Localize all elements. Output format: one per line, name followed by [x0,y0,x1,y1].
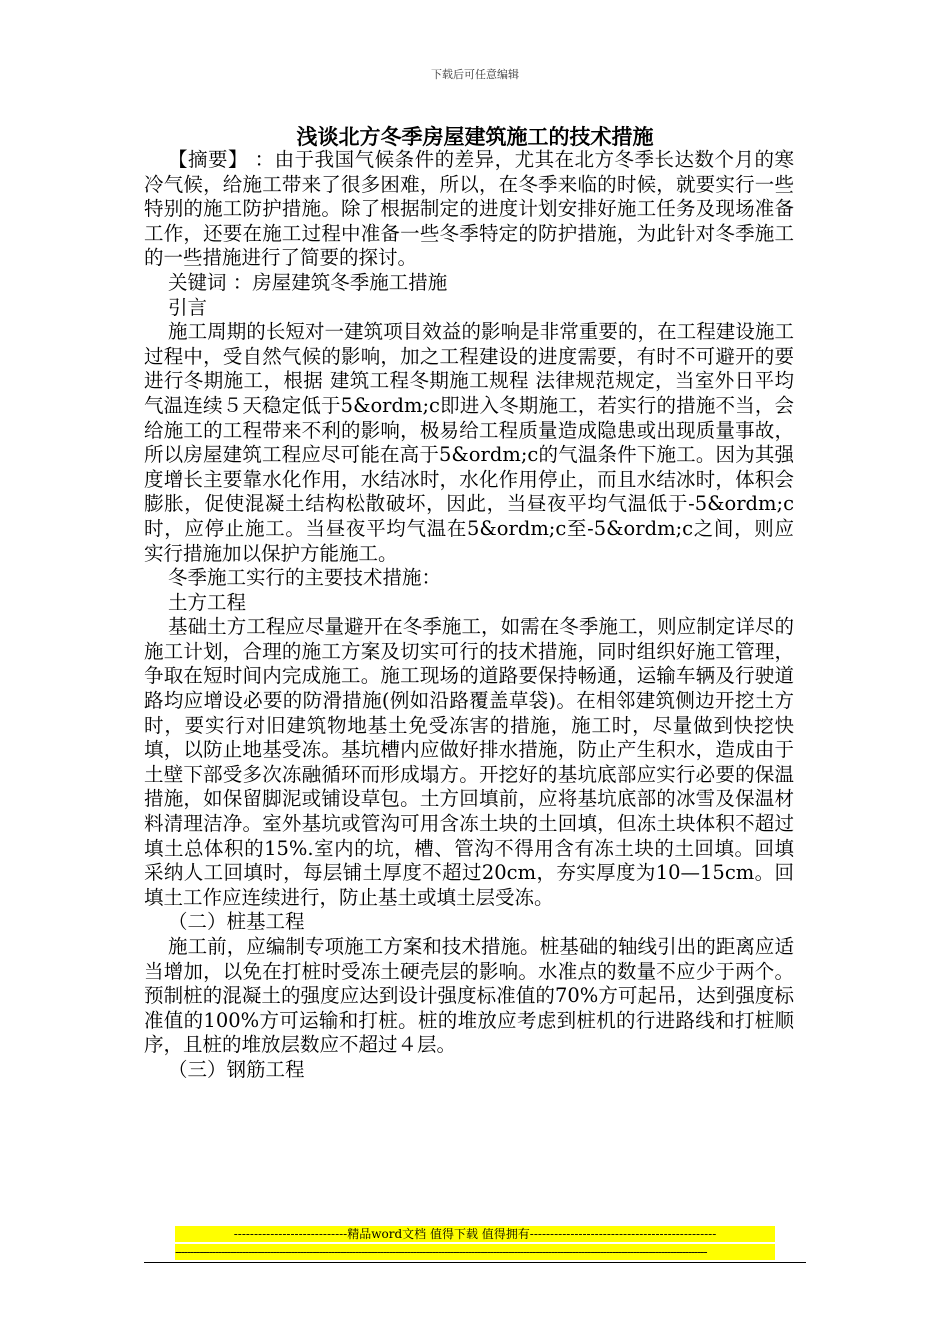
pile-foundation-paragraph: 施工前，应编制专项施工方案和技术措施。桩基础的轴线引出的距离应适当增加，以免在打桩时受冻土硬壳层的影响。水准点的数量不应少于两个。预制桩的混凝土的强度应达到设计强度标准值的70%方可起吊，达到强度标准值的100%方可运输和打桩。桩的堆放应考虑到桩机的行进路线和打桩顺序，且桩的堆放层数应不超过４层。 [144,935,794,1057]
keywords-line: 关键词 ：房屋建筑冬季施工措施 [168,270,448,294]
introduction-paragraph: 施工周期的长短对一建筑项目效益的影响是非常重要的，在工程建设施工过程中，受自然气候的影响，加之工程建设的进度需要，有时不可避开的要进行冬期施工，根据 建筑工程冬期施工规程 法律规范规定，当室外日平均气温连续５天稳定低于5&ordm;c即进入冬期施工，若实行的措施不当，会给施工的工程带来不利的影响，极易给工程质量造成隐患或出现质量事故，所以房屋建筑工程应尽可能在高于5&ordm;c的气温条件下施工。因为其强度增长主要靠水化作用，水结冰时，水化作用停止，而且水结冰时，体积会膨胀，促使混凝土结构松散破坏，因此，当昼夜平均气温低于-5&ordm;c时，应停止施工。当昼夜平均气温在5&ordm;c至-5&ordm;c之间，则应实行措施加以保护方能施工。 [144,320,794,565]
section-heading-introduction: 引言 [168,295,208,319]
abstract-paragraph: 【摘要】 ：由于我国气候条件的差异，尤其在北方冬季长达数个月的寒冷气候，给施工带来了很多困难，所以，在冬季来临的时候，就要实行一些特别的施工防护措施。除了根据制定的进度计划安排好施工任务及现场准备工作，还要在施工过程中准备一些冬季特定的防护措施，为此针对冬季施工的一些措施进行了简要的探讨。 [144,148,794,270]
document-body [144,148,794,1083]
section-heading-pile-foundation: （二）桩基工程 [168,910,305,934]
footer-divider [144,1262,806,1263]
footer-banner: ----------------------------精品word文档 值得下载 值得拥有---------------------------------------------- [175,1226,775,1242]
page-header-note: 下载后可任意编辑 [431,68,519,81]
earthwork-paragraph: 基础土方工程应尽量避开在冬季施工，如需在冬季施工，则应制定详尽的施工计划，合理的施工方案及切实可行的技术措施，同时组织好施工管理，争取在短时间内完成施工。施工现场的道路要保持畅通，运输车辆及行驶道路均应增设必要的防滑措施(例如沿路覆盖草袋)。在相邻建筑侧边开挖土方时，要实行对旧建筑物地基土免受冻害的措施，施工时，尽量做到快挖快填，以防止地基受冻。基坑槽内应做好排水措施，防止产生积水，造成由于土壁下部受多次冻融循环而形成塌方。开挖好的基坑底部应实行必要的保温措施，如保留脚泥或铺设草包。土方回填前，应将基坑底部的冰雪及保温材料清理洁净。室外基坑或管沟可用含冻土块的土回填，但冻土块体积不超过填土总体积的15%.室内的坑，槽、管沟不得用含有冻土块的土回填。回填采纳人工回填时，每层铺土厚度不超过20cm，夯实厚度为10—15cm。回填土工作应连续进行，防止基土或填土层受冻。 [144,615,794,909]
footer-dash-line: ------------------------------------------------------------------------------------------------------------------------------------------------------------------------------ [175,1244,775,1260]
section-heading-reinforcement: （三）钢筋工程 [168,1057,305,1081]
section-heading-main-measures: 冬季施工实行的主要技术措施： [168,566,442,590]
document-title: 浅谈北方冬季房屋建筑施工的技术措施 [296,124,654,149]
section-heading-earthwork: 土方工程 [168,590,247,614]
